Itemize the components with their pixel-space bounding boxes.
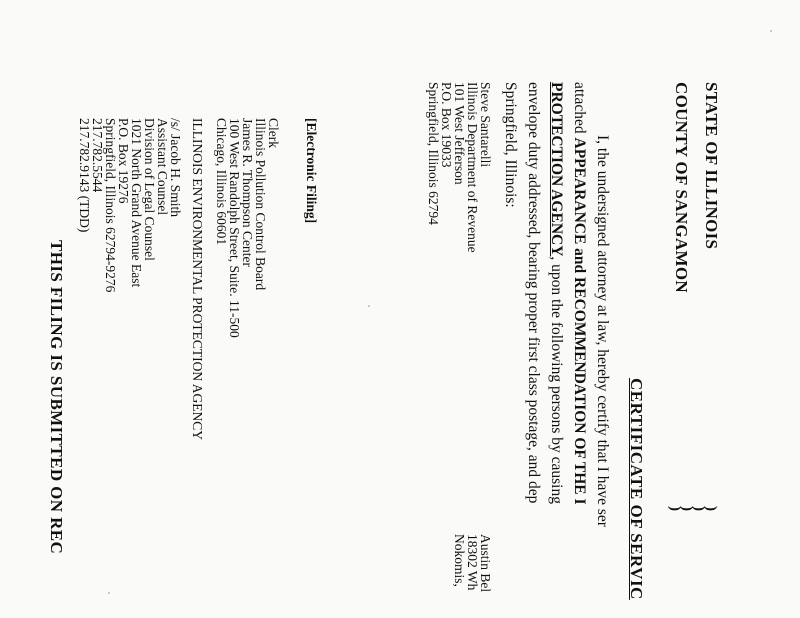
document-name: APPEARANCE and RECOMMENDATION OF THE I (571, 137, 588, 505)
body-text: attached (571, 82, 588, 138)
recipient-left-line: Steve Santarelli (478, 82, 493, 168)
scan-speck (770, 30, 772, 32)
body-line-5: Springfield, Illinois: (502, 82, 519, 208)
caption-bracket: ) (691, 506, 707, 511)
body-line-1: I, the undersigned attorney at law, hereby certify that I have ser (594, 135, 611, 527)
clerk-line: Illinois Pollution Control Board (253, 118, 268, 291)
signature-line: 217.782.5544 (90, 118, 105, 193)
electronic-filing-label: [Electronic Filing] (304, 118, 319, 224)
state-caption: STATE OF ILLINOIS (702, 82, 721, 250)
signature-line: 217.782.9143 (TDD) (77, 118, 92, 233)
scan-speck (368, 305, 370, 307)
recipient-right-line: 18302 Wh (465, 534, 480, 591)
recipient-left-line: Springfield, Illinois 62794 (426, 82, 441, 225)
recipient-left-line: P.O. Box 19033 (439, 82, 454, 168)
clerk-line: James R. Thompson Center (240, 118, 255, 267)
recipient-right-line: Nokomis, (452, 534, 467, 587)
certificate-title: CERTIFICATE OF SERVIC (627, 378, 646, 600)
body-text: , upon the following persons by causing (548, 256, 565, 504)
agency-heading: ILLINOIS ENVIRONMENTAL PROTECTION AGENCY (190, 118, 205, 441)
body-line-2 (572, 82, 588, 505)
clerk-line: Chicago, Illinois 60601 (214, 118, 229, 246)
signature-line: P.O. Box 19276 (116, 118, 131, 204)
clerk-line: Clerk (266, 118, 281, 148)
filing-footer: THIS FILING IS SUBMITTED ON REC (47, 240, 66, 555)
signature-line: Springfield, Illinois 62794-9276 (103, 118, 118, 293)
recipient-left-line: Illinois Department of Revenue (465, 82, 480, 253)
agency-name: PROTECTION AGENCY (548, 82, 565, 257)
recipient-right-line: Austin Bel (478, 534, 493, 593)
body-line-3 (549, 82, 565, 504)
caption-bracket: ) (679, 506, 695, 511)
signature-line: /s/ Jacob H. Smith (168, 118, 183, 218)
recipient-left-line: 101 West Jefferson (452, 82, 467, 185)
caption-bracket: ) (667, 506, 683, 511)
signature-line: Assistant Counsel (155, 118, 170, 216)
scan-speck (108, 592, 110, 594)
caption-bracket: ) (703, 506, 719, 511)
county-caption: COUNTY OF SANGAMON (672, 82, 691, 293)
body-line-4: envelope duty addressed, bearing proper first class postage, and dep (525, 82, 542, 504)
clerk-line: 100 West Randolph Street, Suite. 11-500 (227, 118, 242, 338)
signature-line: 1021 North Grand Avenue East (129, 118, 144, 288)
signature-line: Division of Legal Counsel (142, 118, 157, 261)
